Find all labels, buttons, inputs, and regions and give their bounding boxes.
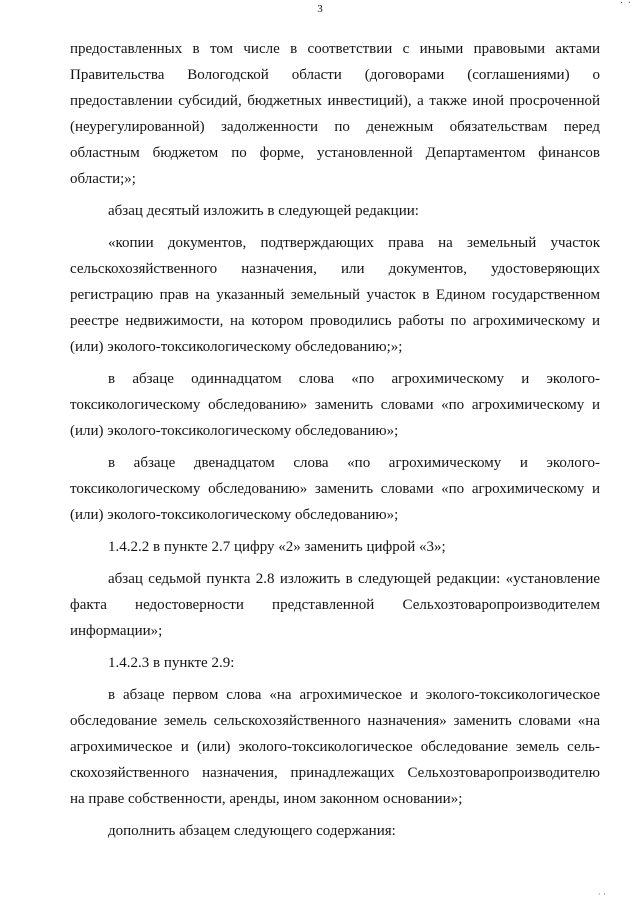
- text-line: (неурегулированной) задолженности по денежным обязательствам перед: [70, 119, 600, 135]
- paragraph: [70, 366, 600, 444]
- text-line: абзац десятый изложить в следующей редакции:: [108, 203, 419, 219]
- text-line: агрохимическое и (или) эколого-токсикологическое обследование земель сель-: [70, 739, 600, 755]
- document-body: [70, 36, 600, 844]
- paragraph: [70, 198, 600, 224]
- text-line: абзац седьмой пункта 2.8 изложить в следующей редакции: «установление: [108, 571, 600, 587]
- paragraph: [70, 450, 600, 528]
- paragraph: [70, 230, 600, 360]
- paragraph: [70, 534, 600, 560]
- text-line: в абзаце первом слова «на агрохимическое и эколого-токсикологическое: [108, 687, 600, 703]
- page-number: 3: [317, 3, 323, 15]
- text-line: 1.4.2.2 в пункте 2.7 цифру «2» заменить цифрой «3»;: [108, 539, 446, 555]
- text-line: токсикологическому обследованию» заменить словами «по агрохимическому и: [70, 481, 600, 497]
- text-line: (или) эколого-токсикологическому обследованию»;: [70, 423, 399, 439]
- text-line: «копии документов, подтверждающих права на земельный участок: [108, 235, 600, 251]
- text-line: токсикологическому обследованию» заменить словами «по агрохимическому и: [70, 397, 600, 413]
- text-line: в абзаце одиннадцатом слова «по агрохимическому и эколого-: [108, 371, 600, 387]
- paragraph: [70, 36, 600, 192]
- text-line: скохозяйственного назначения, принадлежащих Сельхозтоваропроизводителю: [70, 765, 600, 781]
- text-line: в абзаце двенадцатом слова «по агрохимическому и эколого-: [108, 455, 600, 471]
- paragraph: [70, 682, 600, 812]
- text-line: (или) эколого-токсикологическому обследованию;»;: [70, 339, 403, 355]
- text-line: сельскохозяйственного назначения, или документов, удостоверяющих: [70, 261, 600, 277]
- text-line: реестре недвижимости, на котором проводились работы по агрохимическому и: [70, 313, 600, 329]
- text-line: регистрацию прав на указанный земельный участок в Едином государственном: [70, 287, 600, 303]
- corner-mark: · ·: [619, 0, 632, 9]
- text-line: области;»;: [70, 171, 136, 187]
- text-line: областным бюджетом по форме, установленной Департаментом финансов: [70, 145, 600, 161]
- text-line: (или) эколого-токсикологическому обследованию»;: [70, 507, 399, 523]
- text-line: обследование земель сельскохозяйственного назначения» заменить словами «на: [70, 713, 600, 729]
- paragraph: [70, 566, 600, 644]
- text-line: информации»;: [70, 623, 163, 639]
- text-line: на праве собственности, аренды, ином законном основании»;: [70, 791, 463, 807]
- text-line: предоставлении субсидий, бюджетных инвестиций), а также иной просроченной: [70, 93, 600, 109]
- corner-mark-bottom: · ·: [597, 889, 606, 899]
- text-line: 1.4.2.3 в пункте 2.9:: [108, 655, 235, 671]
- text-line: предоставленных в том числе в соответствии с иными правовыми актами: [70, 41, 600, 57]
- paragraph: [70, 650, 600, 676]
- text-line: факта недостоверности представленной Сельхозтоваропроизводителем: [70, 597, 600, 613]
- text-line: дополнить абзацем следующего содержания:: [108, 823, 396, 839]
- text-line: Правительства Вологодской области (договорами (соглашениями) о: [70, 67, 600, 83]
- paragraph: [70, 818, 600, 844]
